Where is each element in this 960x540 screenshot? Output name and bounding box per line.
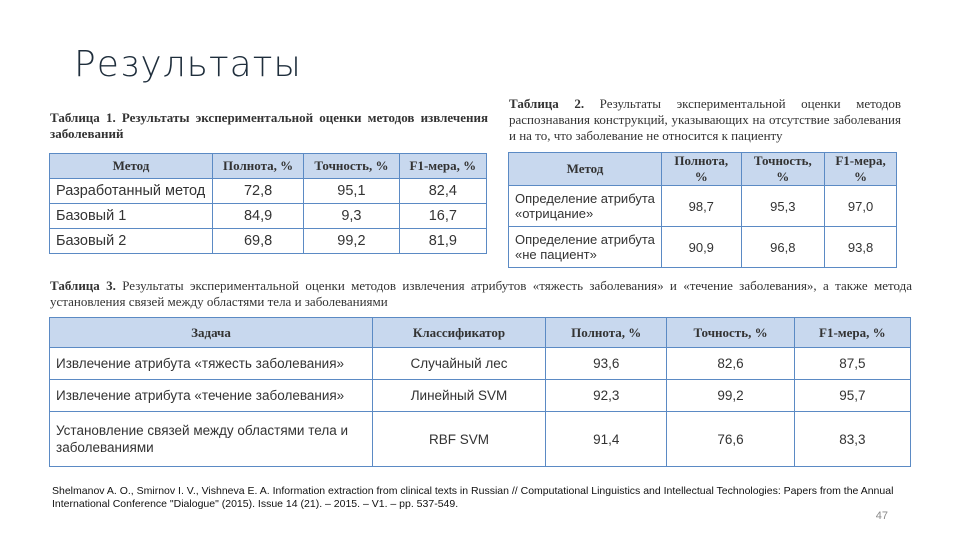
slide-title: Результаты [74, 44, 302, 85]
table2-header: Точность, % [741, 153, 825, 186]
table1-cell: 72,8 [213, 179, 304, 204]
table2-caption-text: Результаты экспериментальной оценки методов распознавания конструкций, указывающих на отсутствие заболевания и на то, что заболевание не относится к пациенту [509, 96, 902, 143]
table3-cell: 95,7 [794, 380, 910, 412]
table1-cell: 95,1 [304, 179, 400, 204]
table1-header: Полнота, % [213, 154, 304, 179]
table3-cell: Извлечение атрибута «течение заболевания» [50, 380, 373, 412]
table2-header: F1-мера, % [825, 153, 897, 186]
table-row [509, 186, 897, 227]
table1-cell: 9,3 [304, 204, 400, 229]
table3-cell: 82,6 [667, 348, 794, 380]
table1-cell: Разработанный метод [50, 179, 213, 204]
table1-cell: 82,4 [399, 179, 486, 204]
table3-header-row [50, 318, 911, 348]
table-row [50, 348, 911, 380]
table2-cell: 93,8 [825, 227, 897, 268]
table1-cell: 84,9 [213, 204, 304, 229]
table1-cell: Базовый 1 [50, 204, 213, 229]
table1-cell: 16,7 [399, 204, 486, 229]
table3-cell: 99,2 [667, 380, 794, 412]
table2-cell: 98,7 [662, 186, 742, 227]
table3-cell: 91,4 [546, 412, 667, 467]
table3-caption-text: Результаты экспериментальной оценки методов извлечения атрибутов «тяжесть заболевания» и «течение заболевания», а также метода установления связей между областями тела и заболеваниями [50, 278, 912, 309]
table1-header: Метод [50, 154, 213, 179]
table2-caption-label: Таблица 2. [509, 96, 585, 111]
table3-caption [50, 278, 912, 310]
reference-citation: Shelmanov A. O., Smirnov I. V., Vishneva E. A. Information extraction from clinical texts in Russian // Computational Linguistics and Intellectual Technologies: Papers from the Annual International Conference "Dialogue" (2015). Issue 14 (21). – 2015. – V1. – pp. 537-549. [52, 485, 894, 510]
table1-caption-label: Таблица 1. [50, 110, 116, 125]
table3-header: Задача [50, 318, 373, 348]
table-row [50, 229, 487, 254]
table2-cell: Определение атрибута «не пациент» [509, 227, 662, 268]
table-row [50, 179, 487, 204]
table1-cell: 99,2 [304, 229, 400, 254]
table1 [49, 153, 487, 254]
table3-cell: Извлечение атрибута «тяжесть заболевания» [50, 348, 373, 380]
table2-cell: Определение атрибута «отрицание» [509, 186, 662, 227]
table1-header: F1-мера, % [399, 154, 486, 179]
table3-cell: RBF SVM [373, 412, 546, 467]
table-row [50, 380, 911, 412]
table3-cell: 87,5 [794, 348, 910, 380]
table3-cell: 76,6 [667, 412, 794, 467]
table1-cell: Базовый 2 [50, 229, 213, 254]
table2-header: Полнота, % [662, 153, 742, 186]
table1-caption-text: Результаты экспериментальной оценки методов извлечения заболеваний [50, 110, 488, 141]
table1-caption [50, 110, 488, 142]
table-row [50, 412, 911, 467]
table1-header: Точность, % [304, 154, 400, 179]
table2-header: Метод [509, 153, 662, 186]
table3-cell: 92,3 [546, 380, 667, 412]
table3-cell: Случайный лес [373, 348, 546, 380]
table1-cell: 69,8 [213, 229, 304, 254]
table3-header: Классификатор [373, 318, 546, 348]
table2-cell: 90,9 [662, 227, 742, 268]
table3-caption-label: Таблица 3. [50, 278, 116, 293]
table1-header-row [50, 154, 487, 179]
table2-caption [509, 96, 901, 144]
table3 [49, 317, 911, 467]
table3-header: Точность, % [667, 318, 794, 348]
table3-header: Полнота, % [546, 318, 667, 348]
table3-cell: Установление связей между областями тела и заболеваниями [50, 412, 373, 467]
table-row [50, 204, 487, 229]
table2-cell: 95,3 [741, 186, 825, 227]
table2-cell: 96,8 [741, 227, 825, 268]
page-number: 47 [875, 510, 888, 522]
table-row [509, 227, 897, 268]
table3-cell: 93,6 [546, 348, 667, 380]
table2-header-row [509, 153, 897, 186]
table3-header: F1-мера, % [794, 318, 910, 348]
table3-cell: Линейный SVM [373, 380, 546, 412]
table2 [508, 152, 897, 268]
table1-cell: 81,9 [399, 229, 486, 254]
table2-cell: 97,0 [825, 186, 897, 227]
table3-cell: 83,3 [794, 412, 910, 467]
